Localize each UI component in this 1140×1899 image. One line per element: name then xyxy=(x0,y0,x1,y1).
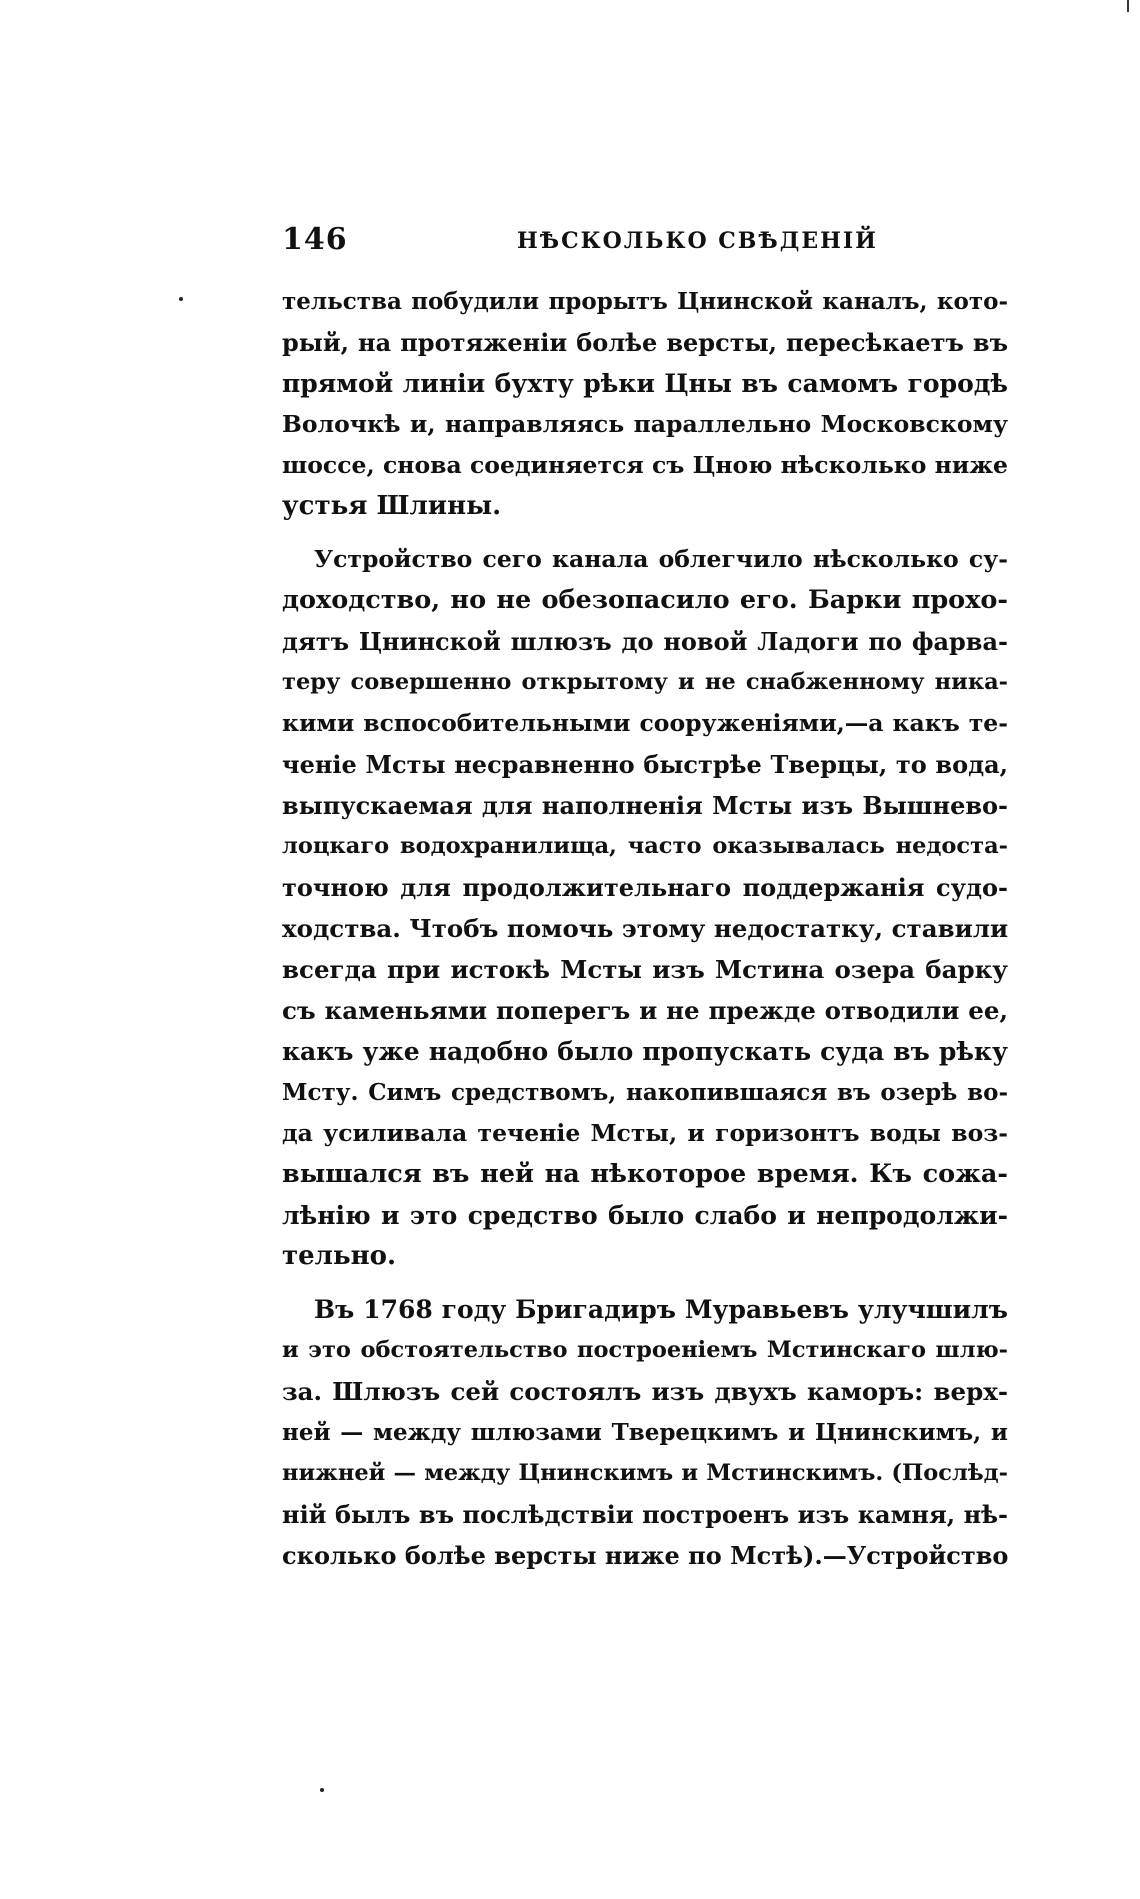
text-line: рый, на протяженіи болѣе версты, пересѣкаетъ въ xyxy=(282,328,1008,357)
text-line: тельно. xyxy=(282,1241,397,1271)
text-line: Въ 1768 году Бригадиръ Муравьевъ улучшилъ xyxy=(314,1295,1008,1324)
text-line: Волочкѣ и, направляясь параллельно Московскому xyxy=(282,410,1008,438)
text-line: лоцкаго водохранилища, часто оказывалась недоста- xyxy=(282,833,1008,859)
text-line: какъ уже надобно было пропускать суда въ рѣку xyxy=(282,1037,1008,1066)
text-line: нижней — между Цнинскимъ и Мстинскимъ. (Послѣд- xyxy=(282,1460,1008,1486)
text-line: ходства. Чтобъ помочь этому недостатку, ставили xyxy=(282,914,1009,943)
text-line: за. Шлюзъ сей состоялъ изъ двухъ каморъ: верх- xyxy=(282,1377,1008,1406)
running-title: НѢСКОЛЬКО СВѢДЕНІЙ xyxy=(517,228,878,254)
text-line: ній былъ въ послѣдствіи построенъ изъ камня, нѣ- xyxy=(282,1500,1008,1529)
text-line: тельства побудили прорытъ Цнинской каналъ, кото- xyxy=(282,288,1008,315)
text-line: шоссе, снова соединяется съ Цною нѣсколько ниже xyxy=(282,451,1008,479)
paragraph-1 xyxy=(282,281,1008,527)
text-line: лѣнію и это средство было слабо и непродолжи- xyxy=(282,1201,1008,1230)
text-line: да усиливала теченіе Мсты, и горизонтъ воды воз- xyxy=(282,1119,1008,1147)
text-line: ней — между шлюзами Тверецкимъ и Цнинскимъ, и xyxy=(282,1419,1008,1446)
text-line: сколько болѣе версты ниже по Мстѣ).—Устройство xyxy=(282,1541,1009,1570)
page-header xyxy=(282,222,1000,262)
paragraph-2 xyxy=(282,539,1008,1277)
margin-dot-top xyxy=(179,297,183,301)
text-line: и это обстоятельство построеніемъ Мстинскаго шлю- xyxy=(282,1337,1008,1363)
text-line: кими вспособительными сооруженіями,—а какъ те- xyxy=(282,709,1008,737)
margin-dot-bottom xyxy=(320,1788,324,1792)
text-line: выпускаемая для наполненія Мсты изъ Вышнево- xyxy=(282,791,1008,820)
body-text xyxy=(282,281,1008,1576)
page-number: 146 xyxy=(282,222,348,257)
text-line: точною для продолжительнаго поддержанія судо- xyxy=(282,873,1008,902)
text-line: теру совершенно открытому и не снабженному ника- xyxy=(282,669,1008,695)
text-line: дятъ Цнинской шлюзъ до новой Ладоги по фарва- xyxy=(282,627,1008,656)
text-line: вышался въ ней на нѣкоторое время. Къ сожа- xyxy=(282,1159,1008,1189)
paragraph-3 xyxy=(282,1289,1008,1576)
text-line: устья Шлины. xyxy=(282,491,502,521)
text-line: прямой линіи бухту рѣки Цны въ самомъ городѣ xyxy=(282,369,1008,398)
text-line: всегда при истокѣ Мсты изъ Мстина озера барку xyxy=(282,955,1008,984)
text-line: Мсту. Симъ средствомъ, накопившаяся въ озерѣ во- xyxy=(282,1079,1008,1106)
text-line: доходство, но не обезопасило его. Барки прохо- xyxy=(282,585,1008,615)
text-line: ченіе Мсты несравненно быстрѣе Тверцы, то вода, xyxy=(282,750,1008,779)
text-line: съ каменьями поперегъ и не прежде отводили ее, xyxy=(282,996,1008,1025)
text-line: Устройство сего канала облегчило нѣсколько су- xyxy=(314,545,1008,573)
corner-mark xyxy=(1127,0,1129,12)
